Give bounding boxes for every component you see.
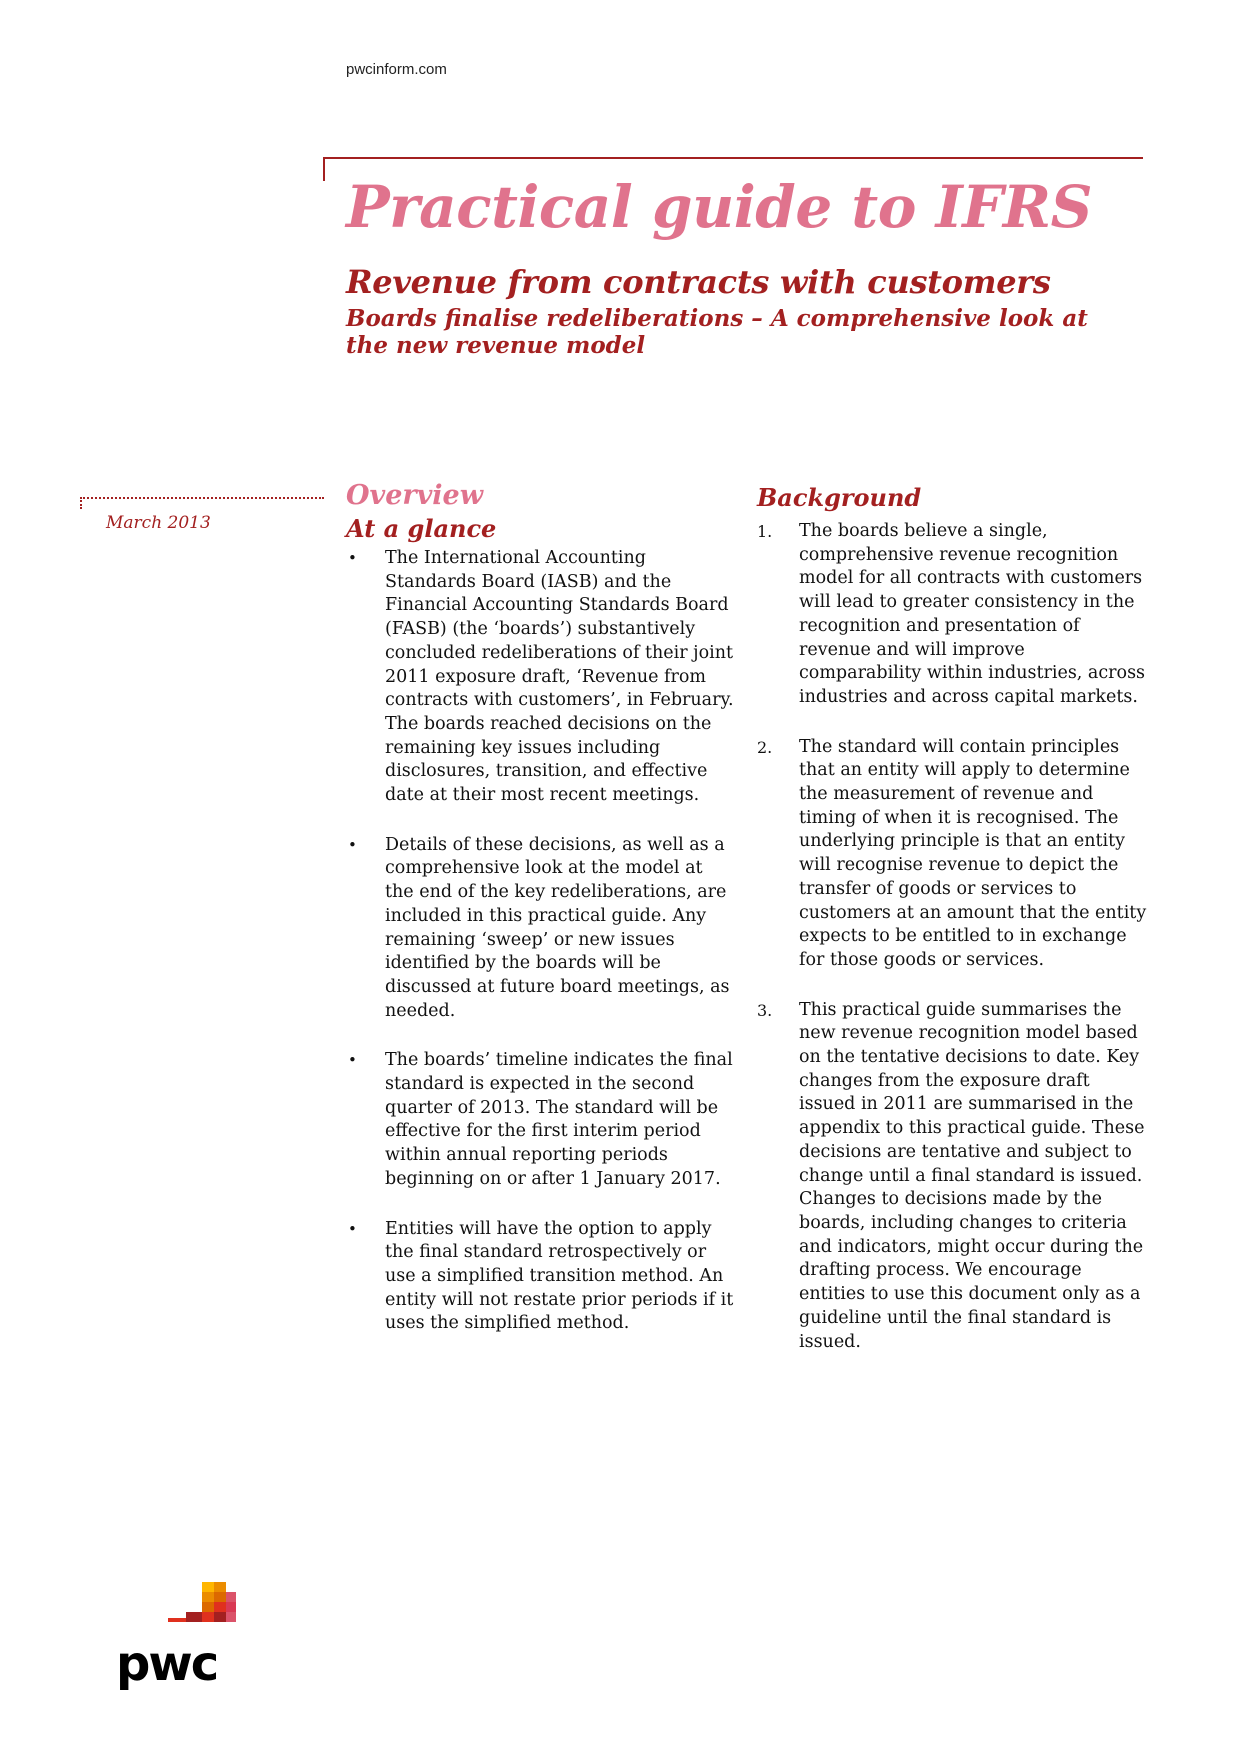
overview-heading: Overview: [346, 480, 483, 511]
background-heading: Background: [757, 483, 922, 512]
background-section: [757, 482, 1147, 1380]
bullet-marker: •: [348, 1219, 357, 1238]
bullet-marker: •: [348, 835, 357, 854]
logo-block: [214, 1602, 226, 1612]
logo-block: [202, 1602, 214, 1612]
item-text: This practical guide summarises the new revenue recognition model based on the tentative decisions to date. Key changes from the exposure draft issued in 2011 are summarised in the appendix to this practical guide. These decisions are tentative and subject to change until a final standard is issued. Changes to decisions made by the boards, including changes to criteria and indicators, might occur during the drafting process. We encourage entities to use this document only as a guideline until the final standard is issued.: [799, 999, 1145, 1352]
list-item: [346, 1218, 736, 1337]
date-dotted-rule: [80, 497, 324, 499]
item-text: The boards believe a single, comprehensive revenue recognition model for all contracts with customers will lead to greater consistency in the recognition and presentation of revenue and will improve comparability within industries, across industries and across capital markets.: [799, 521, 1146, 707]
bullet-text: Details of these decisions, as well as a comprehensive look at the model at the end of the key redeliberations, are included in this practical guide. Any remaining ‘sweep’ or new issues identified by the boards will be discussed at future board meetings, as needed.: [385, 834, 730, 1021]
item-number: 2.: [757, 737, 773, 757]
overview-bullet-list: [346, 547, 736, 1336]
list-item: [757, 999, 1147, 1355]
logo-block: [202, 1612, 214, 1622]
publication-date: March 2013: [106, 513, 211, 533]
at-a-glance-heading: At a glance: [346, 514, 497, 543]
logo-block: [202, 1582, 214, 1592]
document-subsubtitle: Boards finalise redeliberations – A comprehensive look at the new revenue model: [346, 305, 1088, 359]
title-rule-corner: [323, 157, 325, 181]
logo-block: [226, 1602, 236, 1612]
date-dotted-rule-tick: [80, 497, 82, 509]
list-item: [757, 736, 1147, 973]
list-item: [346, 1049, 736, 1191]
list-item: [346, 834, 736, 1024]
logo-block: [214, 1592, 226, 1602]
item-text: The standard will contain principles that an entity will apply to determine the measurement of revenue and timing of when it is recognised. The underlying principle is that an entity will recognise revenue to depict the transfer of goods or services to customers at an amount that the entity expects to be entitled to in exchange for those goods or services.: [799, 736, 1147, 970]
document-subtitle: Revenue from contracts with customers: [346, 263, 1051, 301]
overview-section: [346, 482, 736, 1362]
logo-block: [226, 1592, 236, 1602]
bullet-text: The International Accounting Standards Board (IASB) and the Financial Accounting Standards Board (FASB) (the ‘boards’) substantively concluded redeliberations of their joint 2011 exposure draft, ‘Revenue from contracts with customers’, in February. The boards reached decisions on the remaining key issues including disclosures, transition, and effective date at their most recent meetings.: [385, 548, 734, 806]
logo-block: [168, 1618, 186, 1622]
list-item: [757, 520, 1147, 710]
logo-block: [202, 1592, 214, 1602]
item-number: 1.: [757, 522, 773, 541]
bullet-text: Entities will have the option to apply the final standard retrospectively or use a simplified transition method. An entity will not restate prior periods if it uses the simplified method.: [385, 1218, 734, 1334]
item-number: 3.: [757, 1000, 773, 1020]
logo-block: [214, 1582, 226, 1592]
bullet-marker: •: [348, 549, 357, 567]
background-numbered-list: [757, 520, 1147, 1354]
document-title: Practical guide to IFRS: [346, 173, 1092, 241]
title-rule: [323, 157, 1143, 159]
bullet-marker: •: [348, 1051, 357, 1070]
logo-block: [186, 1612, 202, 1622]
list-item: [346, 547, 736, 808]
bullet-text: The boards’ timeline indicates the final standard is expected in the second quarter of 2013. The standard will be effective for the first interim period within annual reporting periods beginning on or after 1 January 2017.: [385, 1050, 733, 1189]
logo-block: [226, 1612, 236, 1622]
site-url[interactable]: pwcinform.com: [346, 61, 447, 78]
logo-block: [214, 1612, 226, 1622]
pwc-logo-wordmark: pwc: [116, 1636, 218, 1692]
